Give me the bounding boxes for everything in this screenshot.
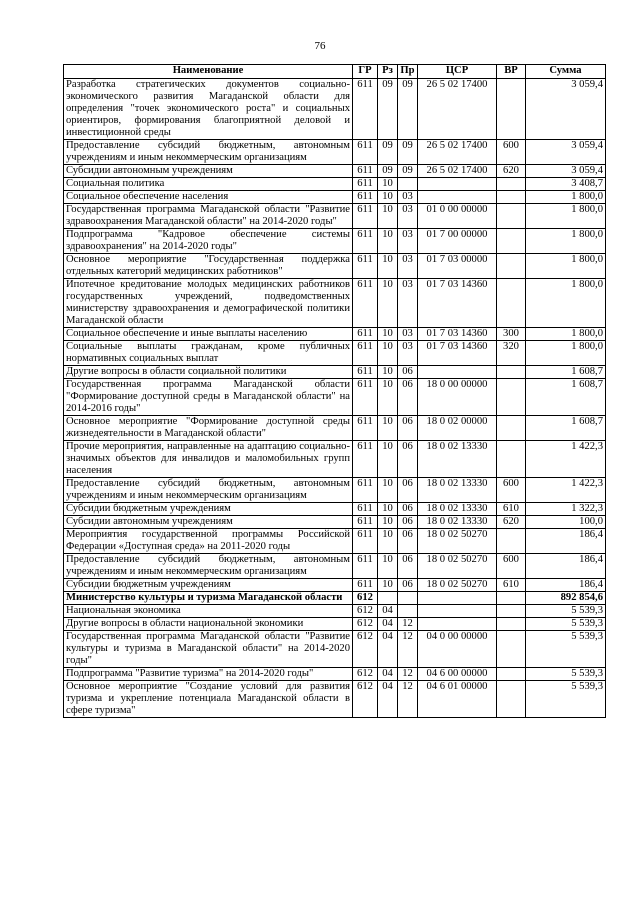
cell-gr: 611: [353, 254, 378, 279]
cell-rz: 10: [378, 191, 398, 204]
cell-sum: 3 059,4: [526, 165, 606, 178]
cell-rz: 10: [378, 529, 398, 554]
cell-gr: 611: [353, 328, 378, 341]
table-row: [64, 254, 606, 279]
cell-vr: [497, 204, 526, 229]
table-row: [64, 554, 606, 579]
cell-gr: 611: [353, 503, 378, 516]
header-rz: Рз: [378, 65, 398, 79]
cell-csr: 01 7 00 00000: [418, 229, 497, 254]
cell-vr: [497, 229, 526, 254]
cell-csr: [418, 592, 497, 605]
cell-csr: 04 0 00 00000: [418, 631, 497, 668]
cell-sum: 1 800,0: [526, 191, 606, 204]
cell-rz: 04: [378, 631, 398, 668]
cell-vr: [497, 366, 526, 379]
table-row: [64, 592, 606, 605]
cell-gr: 611: [353, 379, 378, 416]
cell-csr: [418, 366, 497, 379]
cell-sum: 5 539,3: [526, 605, 606, 618]
cell-name: Ипотечное кредитование молодых медицинских работников государственных учреждений, подведомственных министерству здравоохранения и демографической политики Магаданской области: [64, 279, 353, 328]
cell-vr: [497, 605, 526, 618]
cell-vr: [497, 79, 526, 140]
cell-pr: 06: [398, 579, 418, 592]
cell-name: Социальные выплаты гражданам, кроме публичных нормативных социальных выплат: [64, 341, 353, 366]
cell-rz: 10: [378, 478, 398, 503]
cell-pr: [398, 178, 418, 191]
cell-csr: 18 0 02 50270: [418, 529, 497, 554]
table-row: [64, 579, 606, 592]
cell-name: Прочие мероприятия, направленные на адаптацию социально-значимых объектов для инвалидов и маломобильных групп населения: [64, 441, 353, 478]
cell-sum: 5 539,3: [526, 681, 606, 718]
cell-csr: 18 0 02 13330: [418, 441, 497, 478]
cell-sum: 1 800,0: [526, 229, 606, 254]
cell-csr: 01 7 03 14360: [418, 341, 497, 366]
cell-rz: 10: [378, 279, 398, 328]
table-body: [64, 79, 606, 718]
cell-rz: 09: [378, 165, 398, 178]
cell-vr: 620: [497, 516, 526, 529]
cell-gr: 611: [353, 516, 378, 529]
cell-name: Основное мероприятие "Государственная поддержка отдельных категорий медицинских работников": [64, 254, 353, 279]
cell-gr: 611: [353, 441, 378, 478]
cell-sum: 5 539,3: [526, 668, 606, 681]
cell-sum: 1 800,0: [526, 279, 606, 328]
cell-csr: 26 5 02 17400: [418, 79, 497, 140]
cell-vr: 600: [497, 478, 526, 503]
cell-sum: 1 422,3: [526, 441, 606, 478]
cell-rz: 10: [378, 328, 398, 341]
cell-rz: 04: [378, 605, 398, 618]
header-name: Наименование: [64, 65, 353, 79]
cell-name: Предоставление субсидий бюджетным, автономным учреждениям и иным некоммерческим организациям: [64, 554, 353, 579]
cell-vr: [497, 681, 526, 718]
cell-name: Подпрограмма "Кадровое обеспечение системы здравоохранения" на 2014-2020 годы": [64, 229, 353, 254]
cell-vr: [497, 631, 526, 668]
cell-vr: 610: [497, 503, 526, 516]
cell-gr: 611: [353, 416, 378, 441]
cell-name: Разработка стратегических документов социально-экономического развития Магаданской области для определения "точек экономического роста" и социальных ориентиров, формирования благоприятной деловой и инвестиционной среды: [64, 79, 353, 140]
table-row: [64, 140, 606, 165]
cell-vr: [497, 279, 526, 328]
cell-gr: 612: [353, 618, 378, 631]
cell-rz: 10: [378, 341, 398, 366]
cell-rz: 10: [378, 554, 398, 579]
cell-csr: 18 0 02 50270: [418, 579, 497, 592]
table-row: [64, 529, 606, 554]
budget-table: [63, 64, 606, 718]
table-row: [64, 478, 606, 503]
cell-rz: 04: [378, 681, 398, 718]
cell-pr: 06: [398, 554, 418, 579]
cell-vr: [497, 592, 526, 605]
table-row: [64, 178, 606, 191]
cell-pr: 06: [398, 416, 418, 441]
table-row: [64, 341, 606, 366]
cell-pr: 03: [398, 191, 418, 204]
cell-csr: 04 6 00 00000: [418, 668, 497, 681]
cell-vr: [497, 178, 526, 191]
cell-sum: 1 800,0: [526, 341, 606, 366]
cell-sum: 1 422,3: [526, 478, 606, 503]
header-csr: ЦСР: [418, 65, 497, 79]
cell-gr: 612: [353, 592, 378, 605]
cell-csr: 01 0 00 00000: [418, 204, 497, 229]
table-row: [64, 229, 606, 254]
cell-vr: [497, 416, 526, 441]
cell-rz: 10: [378, 416, 398, 441]
cell-gr: 611: [353, 191, 378, 204]
cell-sum: 3 059,4: [526, 140, 606, 165]
cell-pr: 09: [398, 140, 418, 165]
cell-pr: 03: [398, 229, 418, 254]
cell-rz: 04: [378, 668, 398, 681]
cell-pr: 03: [398, 254, 418, 279]
cell-vr: [497, 618, 526, 631]
header-vr: ВР: [497, 65, 526, 79]
cell-vr: 600: [497, 140, 526, 165]
cell-sum: 1 608,7: [526, 379, 606, 416]
cell-csr: 04 6 01 00000: [418, 681, 497, 718]
cell-rz: 10: [378, 254, 398, 279]
cell-vr: [497, 191, 526, 204]
cell-gr: 612: [353, 681, 378, 718]
cell-csr: 18 0 00 00000: [418, 379, 497, 416]
table-row: [64, 366, 606, 379]
cell-pr: 06: [398, 529, 418, 554]
cell-csr: [418, 191, 497, 204]
cell-name: Предоставление субсидий бюджетным, автономным учреждениям и иным некоммерческим организациям: [64, 140, 353, 165]
cell-csr: [418, 618, 497, 631]
table-row: [64, 79, 606, 140]
cell-vr: [497, 529, 526, 554]
cell-gr: 611: [353, 79, 378, 140]
cell-sum: 186,4: [526, 554, 606, 579]
cell-gr: 611: [353, 204, 378, 229]
cell-pr: 03: [398, 279, 418, 328]
cell-name: Социальное обеспечение и иные выплаты населению: [64, 328, 353, 341]
cell-vr: 600: [497, 554, 526, 579]
cell-rz: 10: [378, 178, 398, 191]
cell-name: Другие вопросы в области национальной экономики: [64, 618, 353, 631]
cell-name: Национальная экономика: [64, 605, 353, 618]
cell-name: Субсидии автономным учреждениям: [64, 165, 353, 178]
cell-name: Социальное обеспечение населения: [64, 191, 353, 204]
cell-name: Субсидии автономным учреждениям: [64, 516, 353, 529]
cell-csr: 18 0 02 13330: [418, 516, 497, 529]
cell-pr: 06: [398, 379, 418, 416]
cell-name: Субсидии бюджетным учреждениям: [64, 503, 353, 516]
cell-pr: 06: [398, 441, 418, 478]
cell-rz: 04: [378, 618, 398, 631]
cell-gr: 611: [353, 229, 378, 254]
table-row: [64, 279, 606, 328]
cell-rz: 10: [378, 516, 398, 529]
cell-sum: 186,4: [526, 579, 606, 592]
cell-csr: [418, 605, 497, 618]
cell-rz: 10: [378, 503, 398, 516]
cell-rz: 09: [378, 140, 398, 165]
cell-sum: 1 322,3: [526, 503, 606, 516]
cell-rz: 10: [378, 441, 398, 478]
cell-pr: 12: [398, 681, 418, 718]
cell-name: Субсидии бюджетным учреждениям: [64, 579, 353, 592]
table-row: [64, 441, 606, 478]
cell-pr: 06: [398, 516, 418, 529]
cell-rz: 10: [378, 204, 398, 229]
cell-name: Мероприятия государственной программы Российской Федерации «Доступная среда» на 2011-2020 годы: [64, 529, 353, 554]
cell-rz: 10: [378, 229, 398, 254]
cell-pr: 03: [398, 341, 418, 366]
cell-rz: 10: [378, 366, 398, 379]
cell-sum: 5 539,3: [526, 618, 606, 631]
cell-rz: [378, 592, 398, 605]
cell-rz: 10: [378, 379, 398, 416]
cell-name: Предоставление субсидий бюджетным, автономным учреждениям и иным некоммерческим организациям: [64, 478, 353, 503]
table-row: [64, 516, 606, 529]
cell-sum: 3 408,7: [526, 178, 606, 191]
cell-sum: 5 539,3: [526, 631, 606, 668]
cell-csr: 26 5 02 17400: [418, 140, 497, 165]
cell-vr: [497, 254, 526, 279]
cell-name: Основное мероприятие "Создание условий для развития туризма и укрепление потенциала Магаданской области в сфере туризма": [64, 681, 353, 718]
header-sum: Сумма: [526, 65, 606, 79]
cell-csr: 01 7 03 14360: [418, 279, 497, 328]
table-header-row: [64, 65, 606, 79]
cell-name: Основное мероприятие "Формирование доступной среды жизнедеятельности в Магаданской области": [64, 416, 353, 441]
table-row: [64, 631, 606, 668]
cell-gr: 611: [353, 140, 378, 165]
cell-vr: 320: [497, 341, 526, 366]
cell-gr: 611: [353, 279, 378, 328]
page-number: 76: [314, 40, 326, 52]
table-row: [64, 681, 606, 718]
cell-gr: 612: [353, 631, 378, 668]
cell-pr: [398, 605, 418, 618]
cell-pr: 03: [398, 204, 418, 229]
cell-csr: 18 0 02 50270: [418, 554, 497, 579]
cell-pr: 06: [398, 366, 418, 379]
table-row: [64, 605, 606, 618]
cell-name: Государственная программа Магаданской области "Развитие здравоохранения Магаданской области" на 2014-2020 годы": [64, 204, 353, 229]
cell-vr: [497, 668, 526, 681]
cell-pr: 06: [398, 503, 418, 516]
table-row: [64, 379, 606, 416]
cell-sum: 1 608,7: [526, 366, 606, 379]
cell-gr: 612: [353, 668, 378, 681]
cell-pr: 12: [398, 631, 418, 668]
table-row: [64, 416, 606, 441]
cell-gr: 611: [353, 579, 378, 592]
cell-gr: 611: [353, 529, 378, 554]
table-row: [64, 191, 606, 204]
header-gr: ГР: [353, 65, 378, 79]
cell-name: Другие вопросы в области социальной политики: [64, 366, 353, 379]
cell-name: Социальная политика: [64, 178, 353, 191]
cell-vr: [497, 441, 526, 478]
table-row: [64, 503, 606, 516]
table-row: [64, 204, 606, 229]
cell-pr: 03: [398, 328, 418, 341]
cell-sum: 1 608,7: [526, 416, 606, 441]
header-pr: Пр: [398, 65, 418, 79]
cell-name: Министерство культуры и туризма Магаданской области: [64, 592, 353, 605]
cell-sum: 892 854,6: [526, 592, 606, 605]
table-row: [64, 618, 606, 631]
cell-sum: 1 800,0: [526, 328, 606, 341]
table-row: [64, 165, 606, 178]
cell-csr: 01 7 03 14360: [418, 328, 497, 341]
cell-gr: 611: [353, 178, 378, 191]
cell-rz: 09: [378, 79, 398, 140]
cell-gr: 611: [353, 554, 378, 579]
cell-csr: 18 0 02 13330: [418, 478, 497, 503]
table-row: [64, 328, 606, 341]
cell-gr: 611: [353, 366, 378, 379]
cell-gr: 611: [353, 341, 378, 366]
cell-gr: 612: [353, 605, 378, 618]
cell-pr: 12: [398, 668, 418, 681]
cell-gr: 611: [353, 478, 378, 503]
cell-csr: [418, 178, 497, 191]
cell-csr: 18 0 02 00000: [418, 416, 497, 441]
cell-pr: 06: [398, 478, 418, 503]
cell-sum: 1 800,0: [526, 254, 606, 279]
cell-sum: 1 800,0: [526, 204, 606, 229]
table-row: [64, 668, 606, 681]
cell-name: Государственная программа Магаданской области "Формирование доступной среды в Магаданской области" на 2014-2016 годы": [64, 379, 353, 416]
cell-sum: 3 059,4: [526, 79, 606, 140]
cell-rz: 10: [378, 579, 398, 592]
cell-gr: 611: [353, 165, 378, 178]
cell-csr: 26 5 02 17400: [418, 165, 497, 178]
cell-sum: 100,0: [526, 516, 606, 529]
cell-sum: 186,4: [526, 529, 606, 554]
cell-vr: 300: [497, 328, 526, 341]
cell-pr: 09: [398, 79, 418, 140]
cell-name: Государственная программа Магаданской области "Развитие культуры и туризма в Магаданской области" на 2014-2020 годы": [64, 631, 353, 668]
cell-csr: 01 7 03 00000: [418, 254, 497, 279]
cell-vr: 610: [497, 579, 526, 592]
cell-pr: 09: [398, 165, 418, 178]
cell-vr: 620: [497, 165, 526, 178]
cell-vr: [497, 379, 526, 416]
cell-csr: 18 0 02 13330: [418, 503, 497, 516]
cell-pr: [398, 592, 418, 605]
cell-pr: 12: [398, 618, 418, 631]
cell-name: Подпрограмма "Развитие туризма" на 2014-2020 годы": [64, 668, 353, 681]
